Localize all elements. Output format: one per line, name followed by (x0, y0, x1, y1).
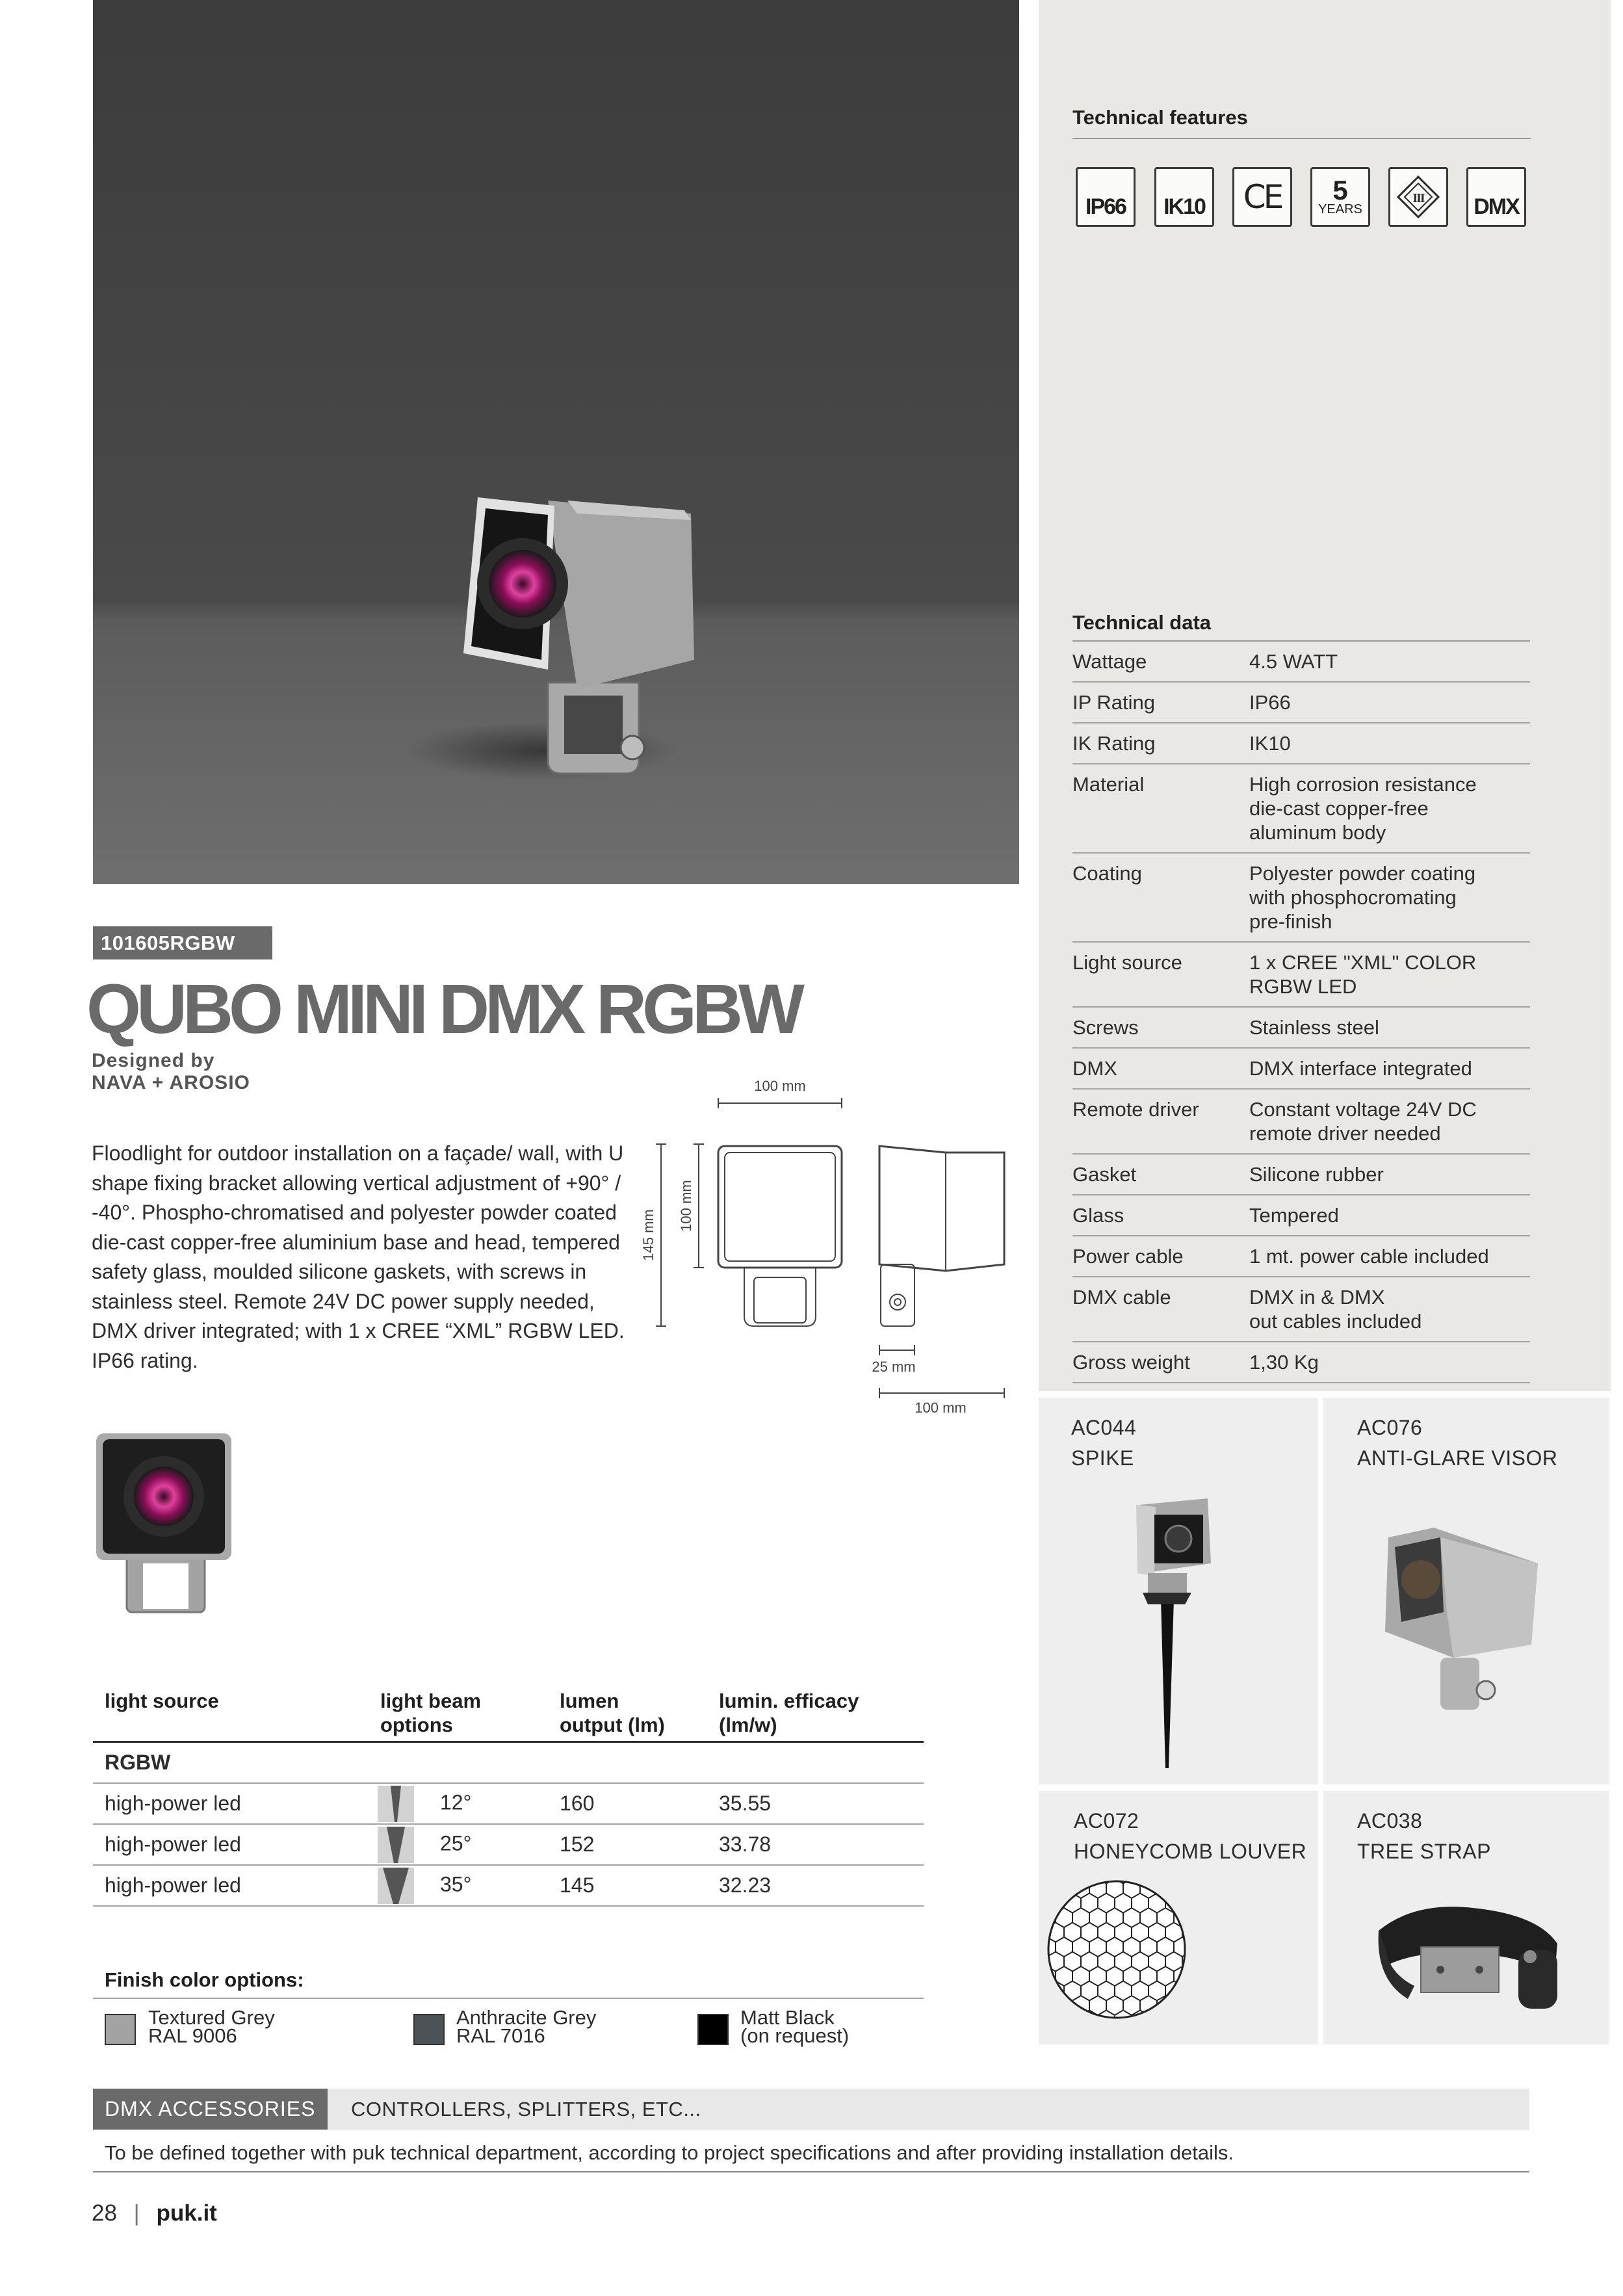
ik10-icon: IK10 (1154, 167, 1214, 227)
product-thumbnail (91, 1424, 240, 1638)
technical-features-title: Technical features (1072, 106, 1248, 129)
beam-12-icon (378, 1786, 414, 1822)
tech-row-remote-driver: Remote driver Constant voltage 24V DC remote driver needed (1072, 1089, 1530, 1155)
dim-bracket-depth: 25 mm (872, 1359, 916, 1375)
page-footer (92, 2200, 217, 2226)
tech-row-gasket: Gasket Silicone rubber (1072, 1155, 1530, 1195)
accessory-card-spike[interactable]: AC044 SPIKE (1039, 1398, 1318, 1784)
finish-option-anthracite-grey: Anthracite Grey RAL 7016 (456, 2006, 597, 2047)
tech-row-coating: Coating Polyester powder coating with phosphocromating pre-finish (1072, 854, 1530, 943)
beam-25-icon (378, 1827, 414, 1863)
warranty-5-years-icon: 5 YEARS (1310, 167, 1370, 227)
table-group-row (93, 1743, 924, 1784)
dmx-accessories-label: DMX ACCESSORIES (93, 2089, 328, 2130)
accessory-card-anti-glare-visor[interactable]: AC076 ANTI-GLARE VISOR (1323, 1398, 1609, 1784)
finish-option-textured-grey: Textured Grey RAL 9006 (148, 2006, 275, 2047)
product-title: QUBO MINI DMX RGBW (86, 969, 800, 1048)
dim-width-front: 100 mm (754, 1078, 806, 1094)
svg-text:III: III (1412, 191, 1424, 205)
dim-height-head: 100 mm (678, 1180, 694, 1232)
swatch-anthracite-grey (413, 2014, 445, 2045)
dmx-accessories-note: To be defined together with puk technical department, according to project specifications and after providing installation details. (105, 2141, 1234, 2164)
dim-depth-side: 100 mm (915, 1400, 967, 1416)
product-description: Floodlight for outdoor installation on a façade/ wall, with U shape fixing bracket allowing vertical adjustment of +90° / -40°. Phospho-chromatised and polyester powder coated die-cast copper-free aluminium base and head, tempered safety glass, moulded silicone gaskets, with screws in stainless steel. Remote 24V DC power supply needed, DMX driver integrated; with 1 x CREE “XML” RGBW LED. IP66 rating. (92, 1141, 625, 1372)
designed-by-label: Designed by (92, 1050, 215, 1071)
table-row: high-power led 12° 160 35.55 (93, 1784, 924, 1825)
class-iii-diamond (1396, 174, 1441, 220)
light-options-table (93, 1689, 924, 1907)
tech-row-dmx: DMX DMX interface integrated (1072, 1049, 1530, 1089)
finish-option-matt-black: Matt Black (on request) (740, 2006, 850, 2047)
table-row: high-power led 35° 145 32.23 (93, 1866, 924, 1907)
tech-row-ip-rating: IP Rating IP66 (1072, 683, 1530, 724)
dmx-accessories-value: CONTROLLERS, SPLITTERS, ETC... (351, 2098, 701, 2120)
accessory-card-honeycomb-louver[interactable]: AC072 HONEYCOMB LOUVER (1039, 1791, 1318, 2044)
technical-data-table (1072, 642, 1530, 1383)
tech-row-gross-weight: Gross weight 1,30 Kg (1072, 1342, 1530, 1383)
product-photo (93, 0, 1019, 884)
technical-data-title: Technical data (1072, 611, 1212, 634)
table-header (93, 1689, 924, 1743)
tree-strap-image (1323, 1791, 1609, 2044)
header-lumen: lumen output (lm) (560, 1689, 665, 1736)
product-code-badge: 101605RGBW (93, 926, 272, 959)
group-label: RGBW (105, 1751, 171, 1774)
tech-row-ik-rating: IK Rating IK10 (1072, 724, 1530, 764)
tech-row-power-cable: Power cable 1 mt. power cable included (1072, 1236, 1530, 1277)
ip66-icon: IP66 (1076, 167, 1136, 227)
swatch-matt-black (697, 2014, 729, 2045)
ce-mark-icon: CE (1232, 167, 1292, 227)
swatch-textured-grey (105, 2014, 136, 2045)
spike-image (1039, 1398, 1318, 1784)
dmx-icon: DMX (1466, 167, 1526, 227)
technical-drawing (634, 1069, 1024, 1433)
page-number: 28 (92, 2200, 117, 2226)
tech-row-glass: Glass Tempered (1072, 1195, 1530, 1236)
header-beam: light beam options (380, 1689, 482, 1736)
footer-separator: | (133, 2200, 140, 2226)
floodlight-illustration (93, 0, 1019, 884)
tech-row-material: Material High corrosion resistance die-cast copper-free aluminum body (1072, 764, 1530, 854)
dim-height-total: 145 mm (640, 1209, 656, 1261)
designer-block (92, 1050, 250, 1094)
tech-row-wattage: Wattage 4.5 WATT (1072, 642, 1530, 683)
class-iii-icon (1388, 167, 1448, 227)
honeycomb-louver-image (1039, 1791, 1318, 2044)
beam-35-icon (378, 1868, 414, 1904)
table-row: high-power led 25° 152 33.78 (93, 1825, 924, 1866)
designer-name: NAVA + AROSIO (92, 1072, 250, 1093)
anti-glare-visor-image (1323, 1398, 1609, 1784)
tech-row-light-source: Light source 1 x CREE "XML" COLOR RGBW LED (1072, 943, 1530, 1008)
tech-row-screws: Screws Stainless steel (1072, 1008, 1530, 1049)
header-efficacy: lumin. efficacy (lm/w) (719, 1689, 859, 1736)
tech-row-dmx-cable: DMX cable DMX in & DMX out cables included (1072, 1277, 1530, 1342)
site-link[interactable]: puk.it (156, 2200, 217, 2226)
finish-title: Finish color options: (105, 1968, 304, 1991)
header-light-source: light source (105, 1689, 219, 1712)
accessory-card-tree-strap[interactable]: AC038 TREE STRAP (1323, 1791, 1609, 2044)
